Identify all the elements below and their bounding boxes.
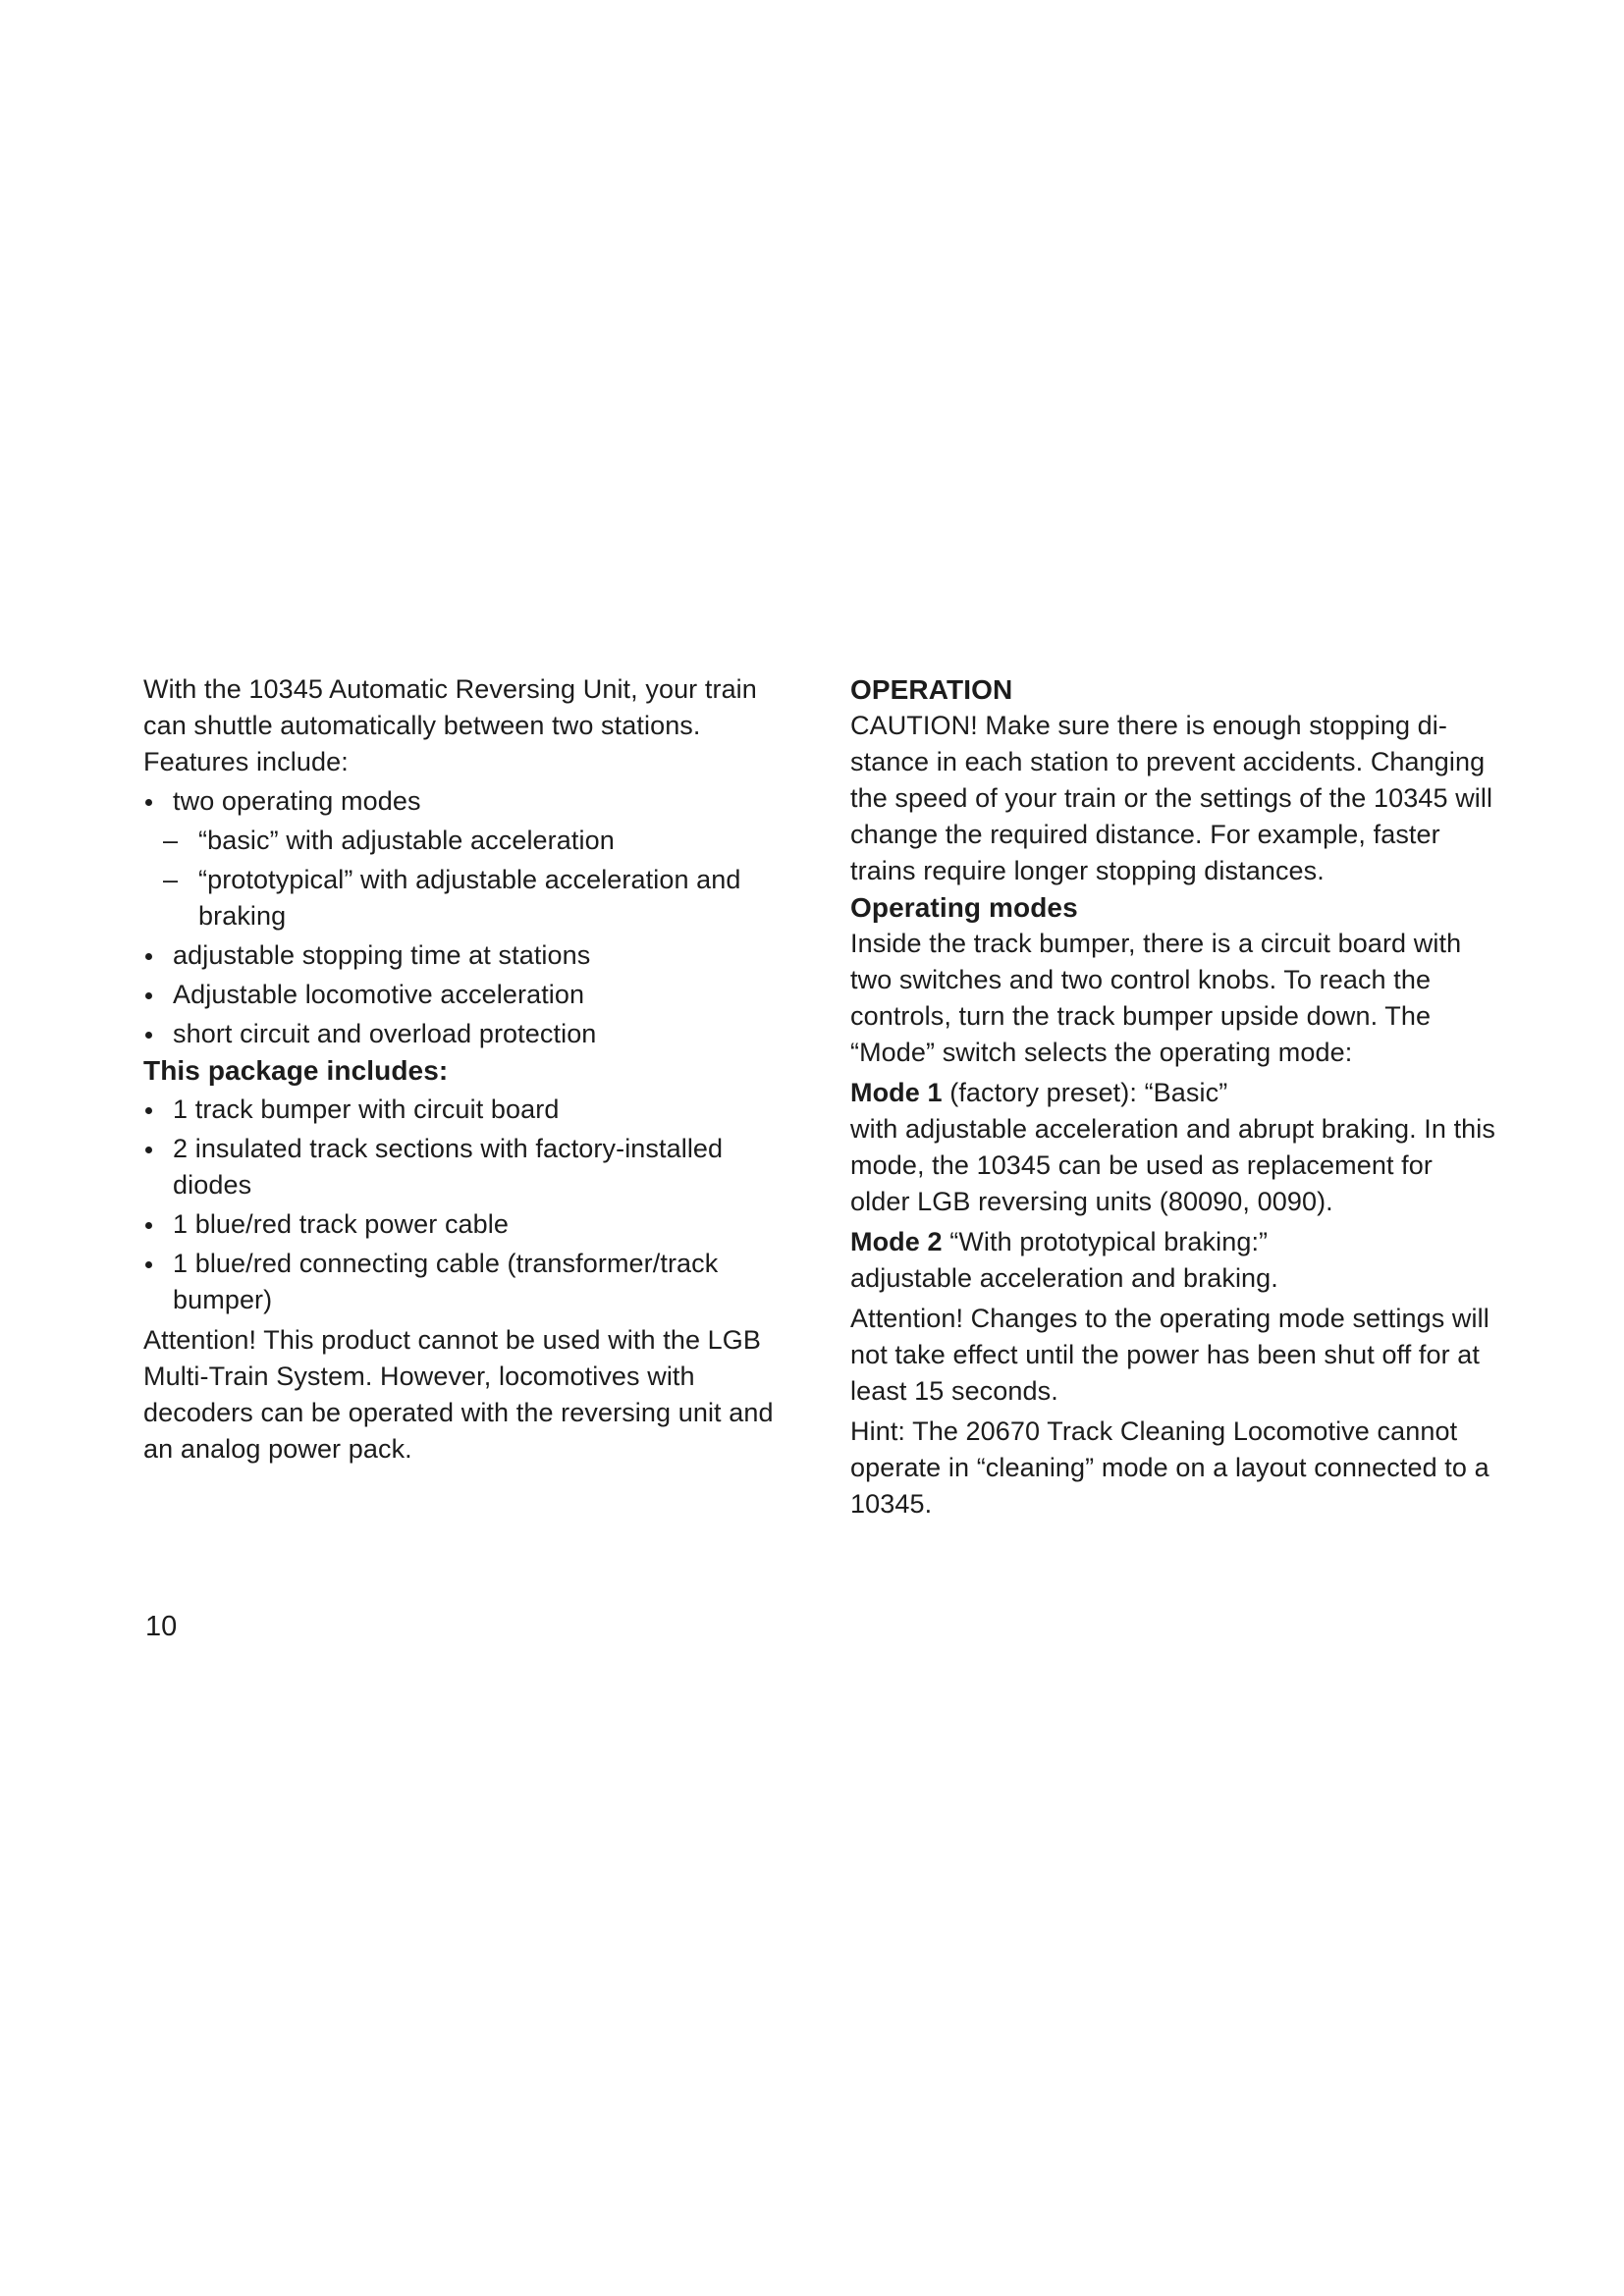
mode1-title-text: (factory preset): “Basic” — [942, 1078, 1228, 1107]
package-list — [143, 1092, 791, 1318]
page-number: 10 — [145, 1611, 178, 1642]
feature-text: Adjustable locomotive acceleration — [173, 980, 585, 1009]
package-item-text: 2 insulated track sections with factory-installed diodes — [173, 1134, 724, 1200]
feature-text: short circuit and overload protection — [173, 1019, 597, 1048]
dash-icon: – — [163, 865, 179, 894]
right-column — [850, 671, 1498, 1522]
feature-item — [143, 783, 791, 820]
bullet-icon — [145, 799, 152, 806]
bullet-icon — [145, 1107, 152, 1114]
feature-text: adjustable stopping time at stations — [173, 940, 591, 970]
package-item-text: 1 blue/red connecting cable (transformer/track bumper) — [173, 1249, 719, 1314]
feature-item — [143, 937, 791, 974]
mode1-title — [850, 1075, 1498, 1111]
bullet-icon — [145, 1147, 152, 1153]
sub-item-text: “basic” with adjustable acceleration — [198, 826, 615, 855]
feature-text: two operating modes — [173, 786, 421, 816]
features-list — [143, 783, 791, 820]
attention-paragraph: Attention! Changes to the operating mode settings will not take effect until the power has been shut off for at least 15 seconds. — [850, 1304, 1489, 1406]
package-item — [143, 1246, 791, 1318]
mode1-description: with adjustable acceleration and abrupt braking. In this mode, the 10345 can be used as replacement for older LGB reversing units (80090, 0090). — [850, 1114, 1496, 1216]
bullet-icon — [145, 992, 152, 999]
attention-paragraph: Attention! This product cannot be used with the LGB Multi-Train System. However, locomotives with decoders can be operated with the reversing unit and an analog power pack. — [143, 1325, 774, 1464]
bullet-icon — [145, 1261, 152, 1268]
intro-paragraph: With the 10345 Automatic Reversing Unit, your train can shuttle automatically between two stations. Features include: — [143, 674, 757, 776]
package-item — [143, 1092, 791, 1128]
caution-paragraph: CAUTION! Make sure there is enough stopping di-stance in each station to prevent accidents. Changing the speed of your train or the settings of the 10345 will change the required distance. For example, faster trains require longer stopping distances. — [850, 711, 1493, 885]
operation-heading: OPERATION — [850, 674, 1013, 705]
sub-item — [143, 862, 791, 934]
dash-icon: – — [163, 826, 179, 855]
left-column — [143, 671, 791, 1468]
bullet-icon — [145, 953, 152, 960]
package-heading: This package includes: — [143, 1055, 449, 1086]
mode2-label: Mode 2 — [850, 1227, 943, 1256]
package-item — [143, 1131, 791, 1203]
hint-paragraph: Hint: The 20670 Track Cleaning Locomotive cannot operate in “cleaning” mode on a layout connected to a 10345. — [850, 1416, 1489, 1519]
modes-intro-paragraph: Inside the track bumper, there is a circuit board with two switches and two control knobs. To reach the controls, turn the track bumper upside down. The “Mode” switch selects the operating mode: — [850, 929, 1462, 1067]
package-item-text: 1 track bumper with circuit board — [173, 1095, 560, 1124]
package-item-text: 1 blue/red track power cable — [173, 1209, 509, 1239]
bullet-icon — [145, 1222, 152, 1229]
mode2-title — [850, 1224, 1498, 1260]
mode2-title-text: “With prototypical braking:” — [942, 1227, 1269, 1256]
modes-sublist — [143, 823, 791, 934]
mode1-label: Mode 1 — [850, 1078, 943, 1107]
sub-item — [143, 823, 791, 859]
mode2-description: adjustable acceleration and braking. — [850, 1263, 1278, 1293]
sub-item-text: “prototypical” with adjustable acceleration and braking — [198, 865, 741, 931]
features-list — [143, 937, 791, 1052]
feature-item — [143, 1016, 791, 1052]
operating-modes-heading: Operating modes — [850, 892, 1078, 923]
package-item — [143, 1206, 791, 1243]
feature-item — [143, 977, 791, 1013]
bullet-icon — [145, 1032, 152, 1039]
